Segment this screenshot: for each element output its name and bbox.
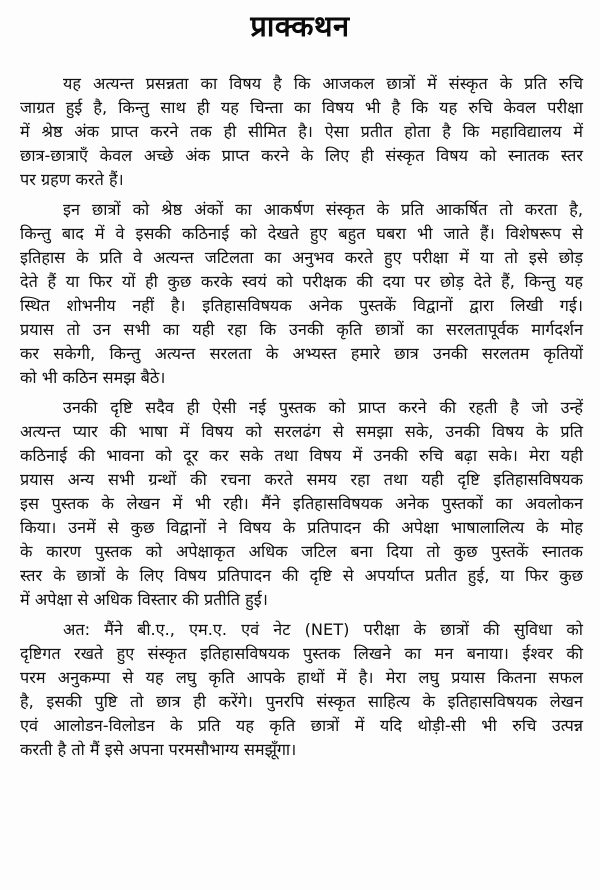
text-line: स्थित शोभनीय नहीं है। इतिहासविषयक अनेक पुस्तकें विद्वानों द्वारा लिखी गई। — [20, 296, 583, 315]
text-line: एवं आलोडन-विलोडन के प्रति यह कृति छात्रों में यदि थोड़ी-सी भी रुचि उत्पन्न — [20, 716, 583, 735]
page-title: प्राक्कथन — [250, 9, 350, 43]
text-line: उनकी दृष्टि सदैव ही ऐसी नई पुस्तक को प्राप्त करने की रहती है जो उन्हें — [63, 398, 583, 417]
text-line: पर ग्रहण करते हैं। — [20, 170, 124, 189]
text-line: को भी कठिन समझ बैठे। — [20, 368, 166, 387]
document-body — [20, 72, 583, 762]
text-line: प्रयास तो उन सभी का यही रहा कि उनकी कृति छात्रों का सरलतापूर्वक मार्गदर्शन — [20, 320, 583, 339]
text-line: में अपेक्षा से अधिक विस्तार की प्रतीति हुई। — [20, 590, 268, 609]
text-line: अत: मैंने बी.ए., एम.ए. एवं नेट (NET) परीक्षा के छात्रों की सुविधा को — [63, 620, 583, 639]
text-line: किया। उनमें से कुछ विद्वानों ने विषय के प्रतिपादन की अपेक्षा भाषालालित्य के मोह — [20, 518, 583, 537]
paragraph-3 — [20, 396, 583, 612]
paragraph-2 — [20, 198, 583, 390]
text-line: इतिहास के प्रति वे अत्यन्त जटिलता का अनुभव करते हुए परीक्षा में या तो इसे छोड़ — [20, 248, 583, 267]
text-line: इन छात्रों को श्रेष्ठ अंकों का आकर्षण संस्कृत के प्रति आकर्षित तो करता है, — [63, 200, 583, 219]
text-line: प्रयास अन्य सभी ग्रन्थों की रचना करते समय रहा तथा यही दृष्टि इतिहासविषयक — [20, 470, 583, 489]
text-line: परम अनुकम्पा से यह लघु कृति आपके हाथों में है। मेरा लघु प्रयास कितना सफल — [20, 668, 583, 687]
text-line: के कारण पुस्तक को अपेक्षाकृत अधिक जटिल बना दिया तो कुछ पुस्तकें स्नातक — [20, 542, 583, 561]
text-line: है, इसकी पुष्टि तो छात्र ही करेंगे। पुनरपि संस्कृत साहित्य के इतिहासविषयक लेखन — [20, 692, 583, 711]
text-line: इस पुस्तक के लेखन में भी रही। मैंने इतिहासविषयक अनेक पुस्तकों का अवलोकन — [20, 494, 583, 513]
text-line: दृष्टिगत रखते हुए संस्कृत इतिहासविषयक पुस्तक लिखने का मन बनाया। ईश्वर की — [20, 644, 583, 663]
text-line: देते हैं या फिर यों ही कुछ करके स्वयं को परीक्षक की दया पर छोड़ देते हैं, किन्तु यह — [20, 272, 583, 291]
text-line: में श्रेष्ठ अंक प्राप्त करने तक ही सीमित है। ऐसा प्रतीत होता है कि महाविद्यालय में — [20, 122, 583, 141]
text-line: करती है तो मैं इसे अपना परमसौभाग्य समझूँगा। — [20, 740, 297, 759]
text-line: जाग्रत हुई है, किन्तु साथ ही यह चिन्ता का विषय भी है कि यह रुचि केवल परीक्षा — [20, 98, 583, 117]
text-line: यह अत्यन्त प्रसन्नता का विषय है कि आजकल छात्रों में संस्कृत के प्रति रुचि — [63, 74, 583, 93]
text-line: अत्यन्त प्यार की भाषा में विषय को सरलढंग से समझा सके, उनकी विषय के प्रति — [20, 422, 583, 441]
text-line: छात्र-छात्राएँ केवल अच्छे अंक प्राप्त करने के लिए ही संस्कृत विषय को स्नातक स्तर — [20, 146, 583, 165]
text-line: किन्तु बाद में वे इसकी कठिनाई को देखते हुए बहुत घबरा भी जाते हैं। विशेषरूप से — [20, 224, 583, 243]
paragraph-1 — [20, 72, 583, 192]
paragraph-4 — [20, 618, 583, 762]
text-line: स्तर के छात्रों के लिए विषय प्रतिपादन की दृष्टि से अपर्याप्त प्रतीत हुई, या फिर कुछ — [20, 566, 583, 585]
text-line: कठिनाई की भावना को दूर कर सके तथा विषय में उनकी रुचि बढ़ा सके। मेरा यही — [20, 446, 583, 465]
text-line: कर सकेगी, किन्तु अत्यन्त सरलता के अभ्यस्त हमारे छात्र उनकी सरलतम कृतियों — [20, 344, 583, 363]
